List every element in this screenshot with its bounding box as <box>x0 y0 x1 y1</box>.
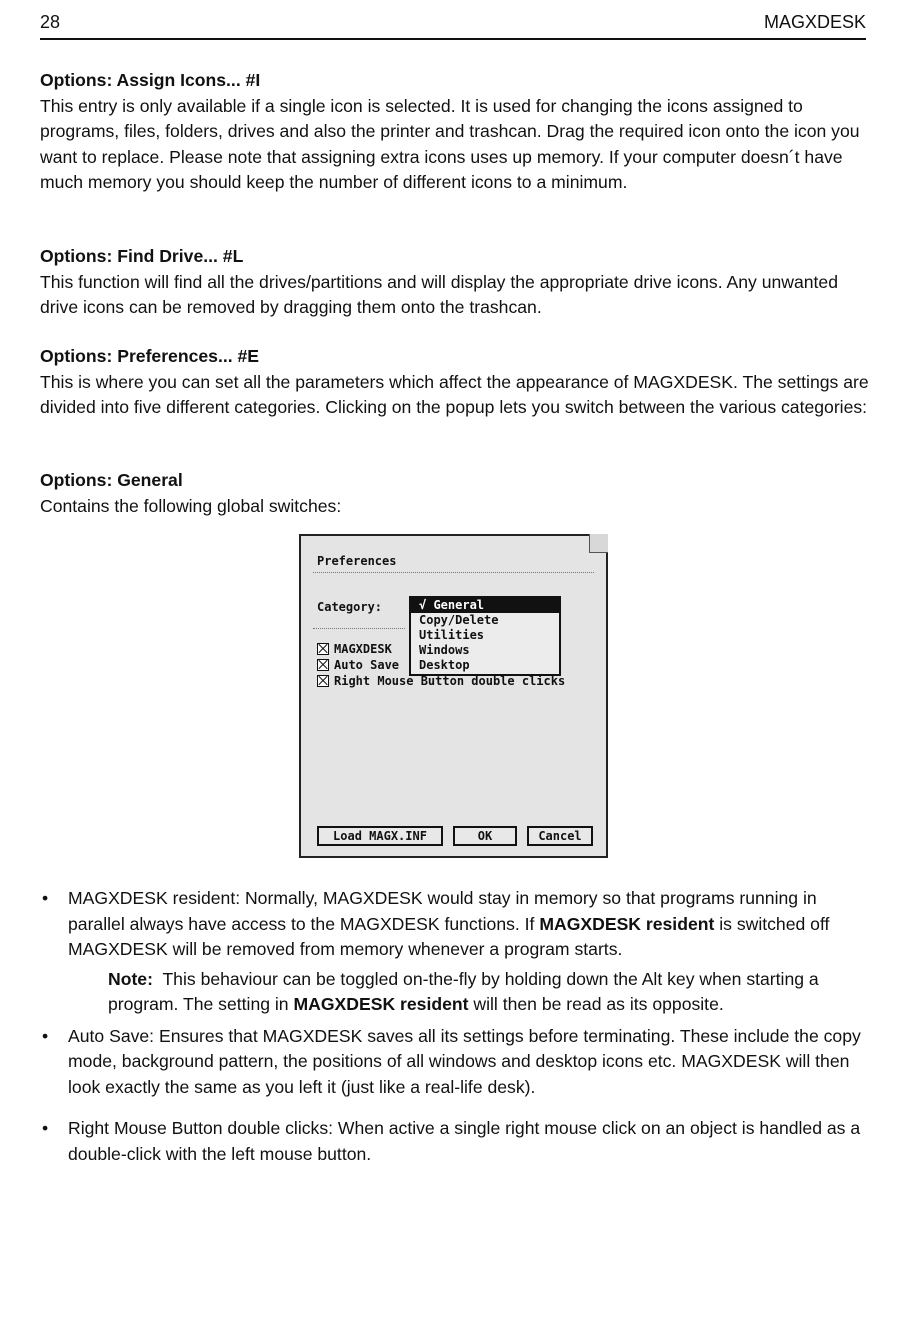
list-item <box>40 1024 870 1101</box>
cancel-button[interactable]: Cancel <box>527 826 593 846</box>
section-body: This entry is only available if a single icon is selected. It is used for changing the icons assigned to programs, files, folders, drives and also the printer and trashcan. Drag the required icon onto the icon you want to replace. Please note that assigning extra icons uses up memory. If your computer doesn´t have much memory you should keep the number of different icons to a minimum. <box>40 95 860 192</box>
checkbox-label: Right Mouse Button double clicks <box>334 674 566 688</box>
page-number: 28 <box>40 12 61 32</box>
checkbox-auto-save[interactable] <box>317 658 399 672</box>
page-header <box>40 10 866 40</box>
bullet-keyword: MAGXDESK resident <box>539 913 715 934</box>
section-heading: Options: General <box>40 470 183 490</box>
popup-option-desktop[interactable]: Desktop <box>419 658 470 672</box>
checkbox-checked-icon[interactable] <box>317 643 329 655</box>
bullet-text: Right Mouse Button double clicks: When active a single right mouse click on an object is handled as a double-click with the left mouse button. <box>68 1118 861 1164</box>
section-body: This function will find all the drives/partitions and will display the appropriate drive icons. Any unwanted drive icons can be removed by dragging them onto the trashcan. <box>40 271 839 317</box>
checkbox-checked-icon[interactable] <box>317 659 329 671</box>
section-general <box>40 468 870 519</box>
popup-option-copy-delete[interactable]: Copy/Delete <box>419 613 499 627</box>
bullet-marker: • <box>42 1118 49 1138</box>
checkbox-magxdesk[interactable] <box>317 642 392 656</box>
bullet-list <box>40 886 870 1167</box>
note-text: This behaviour can be toggled on-the-fly by holding down the Alt key when starting a program. The setting in <box>108 968 819 1014</box>
bullet-text: MAGXDESK resident: Normally, MAGXDESK would stay in memory so that programs running in parallel always have access to the MAGXDESK functions. If <box>68 888 817 934</box>
bullet-marker: • <box>42 1025 49 1046</box>
section-heading: Options: Preferences... #E <box>40 346 260 366</box>
section-find-drive <box>40 244 870 321</box>
checkbox-checked-icon[interactable] <box>317 675 329 687</box>
divider <box>313 572 594 573</box>
preferences-dialog <box>299 534 608 858</box>
category-popup[interactable] <box>409 596 561 676</box>
note-block <box>40 967 870 1018</box>
section-heading: Options: Find Drive... #L <box>40 246 244 266</box>
running-title: MAGXDESK <box>763 12 866 32</box>
bullet-marker: • <box>42 888 49 908</box>
window-corner[interactable] <box>589 534 608 553</box>
divider <box>313 628 405 629</box>
list-item <box>40 886 870 963</box>
popup-option-general[interactable]: √ General <box>411 598 559 613</box>
checkbox-label: MAGXDESK <box>334 642 392 656</box>
load-inf-button[interactable]: Load MAGX.INF <box>317 826 443 846</box>
dialog-title: Preferences <box>317 554 397 568</box>
section-body: Contains the following global switches: <box>40 495 342 516</box>
bullet-text: Auto Save: Ensures that MAGXDESK saves all its settings before terminating. These include the copy mode, background pattern, the positions of all windows and desktop icons etc. MAGXDESK will then look exactly the same as you left it (just like a real-life desk). <box>68 1025 861 1097</box>
section-assign-icons <box>40 68 870 196</box>
popup-option-utilities[interactable]: Utilities <box>419 628 485 642</box>
checkbox-label: Auto Save <box>334 658 400 672</box>
note-label: Note: <box>108 968 153 989</box>
section-heading: Options: Assign Icons... #I <box>40 70 261 90</box>
popup-option-windows[interactable]: Windows <box>419 643 470 657</box>
section-preferences <box>40 344 870 421</box>
checkbox-right-mouse[interactable] <box>317 674 565 688</box>
note-text: will then be read as its opposite. <box>468 994 724 1014</box>
note-keyword: MAGXDESK resident <box>293 994 469 1014</box>
bullet-text: is switched off MAGXDESK will be removed from memory whenever a program starts. <box>68 913 830 959</box>
list-item <box>40 1116 870 1167</box>
category-label: Category: <box>317 600 383 614</box>
section-body: This is where you can set all the parameters which affect the appearance of MAGXDESK. The settings are divided into five different categories. Clicking on the popup lets you switch between the various categories: <box>40 371 869 417</box>
ok-button[interactable]: OK <box>453 826 517 846</box>
